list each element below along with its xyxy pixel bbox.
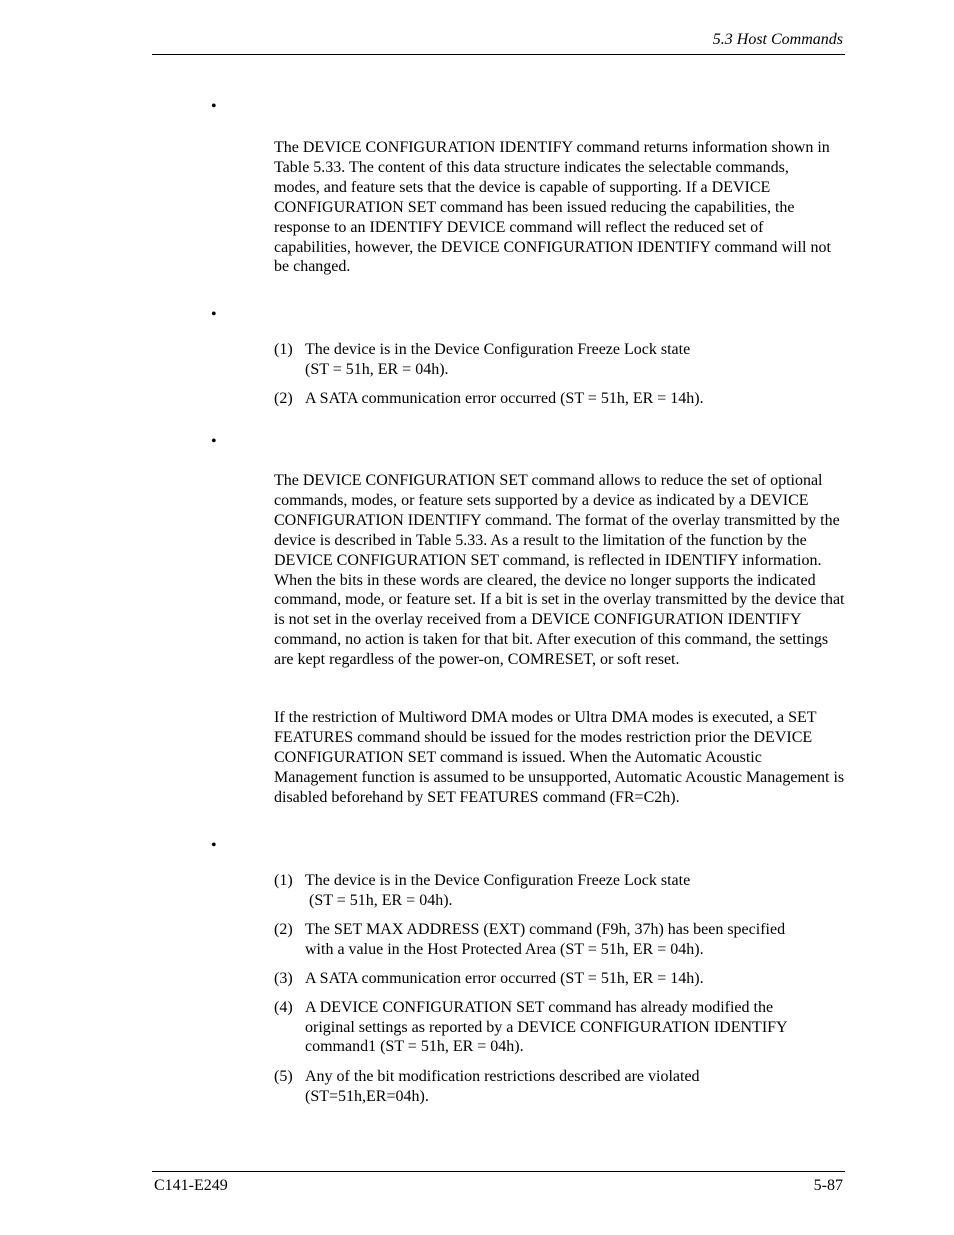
paragraph-set-restriction: If the restriction of Multiword DMA modes or Ultra DMA modes is executed, a SET FEATURES command should be issued for the modes restriction prior the DEVICE CONFIGURATION SET command is issued. When the Automatic Acoustic Management function is assumed to be unsupported, Automatic Acoustic Management is disabled beforehand by SET FEATURES command (FR=C2h). (274, 709, 845, 806)
document-id: C141-E249 (154, 1177, 228, 1194)
page-number: 5-87 (813, 1177, 843, 1194)
section-title: 5.3 Host Commands (712, 31, 843, 48)
paragraph-set-description: The DEVICE CONFIGURATION SET command allows to reduce the set of optional commands, modes, or feature sets supported by a device as indicated by a DEVICE CONFIGURATION IDENTIFY command. The format of the overlay transmitted by the device is described in Table 5.33. As a result to the limitation of the function by the DEVICE CONFIGURATION SET command, is reflected in IDENTIFY information. When the bits in these words are cleared, the device no longer supports the indicated command, mode, or feature set. If a bit is set in the overlay transmitted by the device that is not set in the overlay received from a DEVICE CONFIGURATION IDENTIFY command, no action is taken for that bit. After execution of this command, the settings are kept regardless of the power-on, COMRESET, or soft reset. (274, 472, 845, 669)
page-footer (152, 1171, 845, 1194)
bullet-marker: • (211, 837, 217, 854)
bullet-marker: • (211, 433, 217, 450)
bullet-marker: • (211, 98, 217, 115)
paragraph-identify-description: The DEVICE CONFIGURATION IDENTIFY command returns information shown in Table 5.33. The content of this data structure indicates the selectable commands, modes, and feature sets that the device is capable of supporting. If a DEVICE CONFIGURATION SET command has been issued reducing the capabilities, the response to an IDENTIFY DEVICE command will reflect the reduced set of capabilities, however, the DEVICE CONFIGURATION IDENTIFY command will not be changed. (274, 139, 831, 276)
page-header (152, 30, 845, 55)
bullet-marker: • (211, 306, 217, 323)
